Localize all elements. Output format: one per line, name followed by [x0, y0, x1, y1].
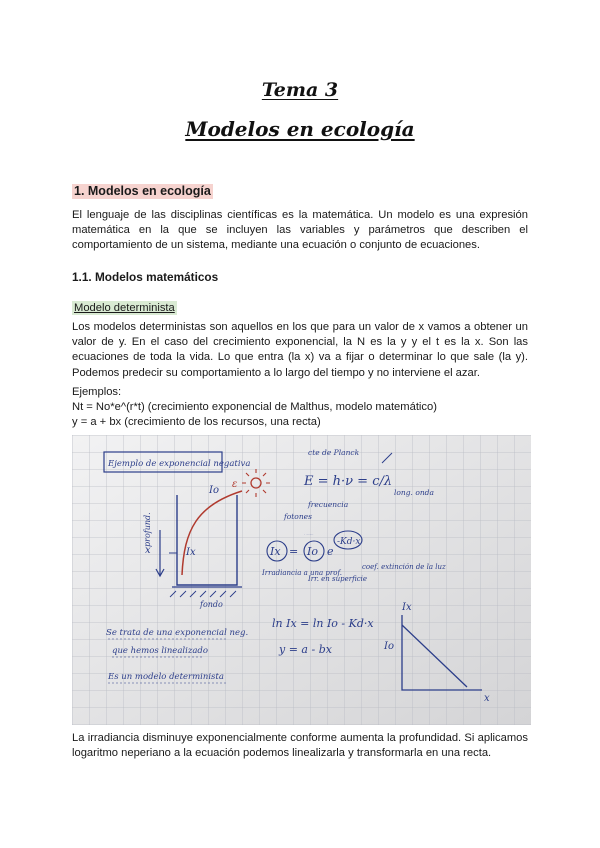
model-eq-hidden: Ix = Io · e^(-Kd·x) [304, 535, 314, 536]
topic-subtitle: Modelos en ecología [185, 117, 415, 141]
ln-equation: ln Ix = ln Io - Kd·x [272, 617, 374, 630]
svg-text:ε: ε [232, 479, 238, 490]
energy-equation: E = h·ν = c/λ [304, 474, 393, 489]
section-heading-1-1: 1.1. Modelos matemáticos [72, 270, 219, 284]
extinction-label: coef. extinción de la luz [362, 563, 446, 571]
graph-x-label: x [484, 693, 490, 704]
deterministic-paragraph: Los modelos deterministas son aquellos en los que para un valor de x vamos a obtener un valor de y. En el caso del crecimiento exponencial, la N es la y y el t es la x. Son las ecuaciones de toda la vida. Lo que entra (la x) va a fijar o determinar lo que sale (la y). Podemos predecir su comportamiento a lo largo del tiempo y no interviene el azar. [72, 321, 528, 379]
note-line-1: Se trata de una exponencial neg. [106, 628, 249, 638]
wavelength-label: long. onda [394, 488, 434, 497]
closing-paragraph: La irradiancia disminuye exponencialmente conforme aumenta la profundidad. Si aplicamos logaritmo neperiano a la ecuación podemos linealizarla y transformarla en una recta. [72, 732, 528, 760]
initial-irradiance-label: Irr. en superficie [308, 575, 368, 583]
graph-io-label: Io [384, 641, 394, 652]
svg-text:=: = [289, 545, 299, 558]
section-1-paragraph: El lenguaje de las disciplinas científicas es la matemática. Un modelo es una expresión matemática en la que se incluyen las variables y parámetros que describen el comportamiento de un sistema, mediante una ecuación o conjunto de ecuaciones. [72, 209, 528, 252]
svg-text:Ix: Ix [270, 545, 281, 558]
ix-column-label: Ix [186, 547, 196, 558]
note-line-2: que hemos linealizado [112, 646, 208, 656]
example-linear: y = a + bx (crecimiento de los recursos, una recta) [72, 416, 321, 428]
irradiance-label: Irradiancia a una prof. [262, 569, 343, 577]
example-malthus: Nt = No*e^(r*t) (crecimiento exponencial de Malthus, modelo matemático) [72, 401, 437, 413]
depth-label: profund. [143, 512, 152, 547]
svg-text:-Kd·x: -Kd·x [337, 537, 361, 547]
line-equation: y = a - bx [279, 643, 332, 656]
note-line-3: Es un modelo determinista [108, 672, 224, 682]
graph-y-label: Ix [402, 602, 412, 613]
planck-label: cte de Planck [308, 448, 360, 457]
photons-label: fotones [284, 512, 312, 521]
examples-label: Ejemplos: [72, 386, 122, 398]
box-label-text: Ejemplo de exponencial negativa [108, 459, 251, 469]
handwritten-notes-photo [72, 435, 531, 725]
svg-text:e: e [327, 545, 334, 558]
section-heading-1: 1. Modelos en ecología [74, 184, 211, 198]
frequency-label: frecuencia [308, 500, 349, 509]
bottom-label: fondo [200, 600, 223, 609]
io-top-label: Io [209, 485, 219, 496]
topic-title: Tema 3 [261, 79, 339, 101]
subheading-deterministic-model: Modelo determinista [74, 302, 175, 314]
svg-text:Io: Io [307, 545, 318, 558]
depth-x-label: x [145, 545, 151, 556]
